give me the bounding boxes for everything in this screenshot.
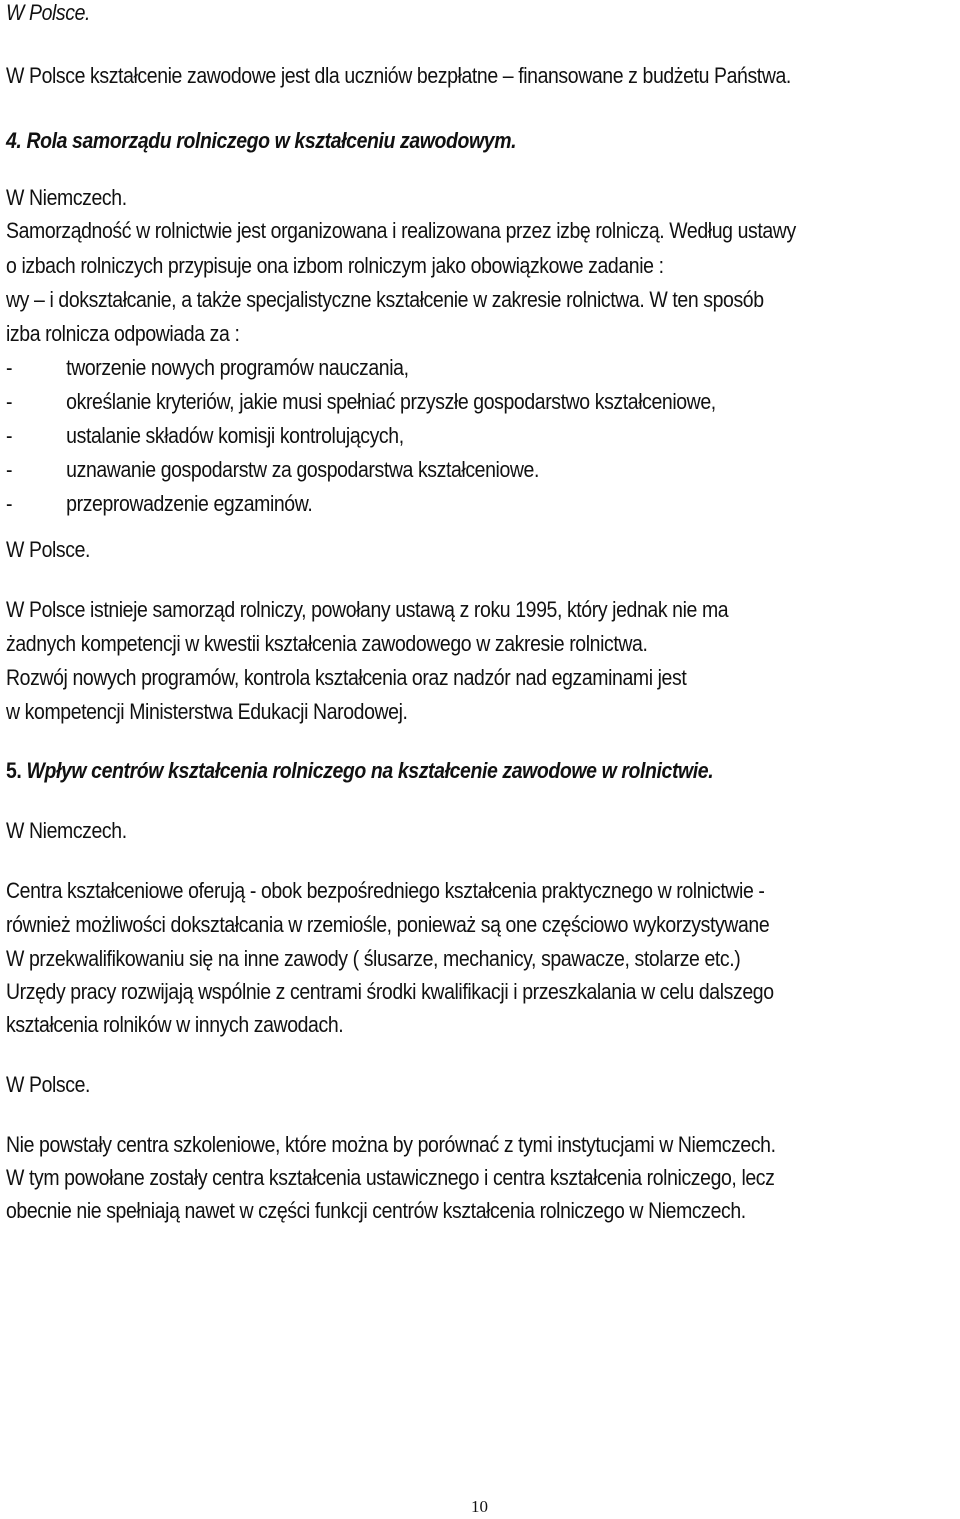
section-label-poland: W Polsce.: [6, 1072, 91, 1097]
paragraph-line: W tym powołane zostały centra kształcenia ustawicznego i centra kształcenia rolniczego, lecz: [6, 1165, 775, 1190]
paragraph-line: żadnych kompetencji w kwestii kształcenia zawodowego w zakresie rolnictwa.: [6, 631, 648, 656]
list-item: [6, 389, 716, 415]
page-number: 10: [471, 1497, 488, 1516]
paragraph-line: W przekwalifikowaniu się na inne zawody ( ślusarze, mechanicy, spawacze, stolarze etc.): [6, 946, 741, 971]
list-item-text: ustalanie składów komisji kontrolujących,: [66, 423, 404, 448]
paragraph-line: również możliwości dokształcania w rzemiośle, ponieważ są one częściowo wykorzystywane: [6, 912, 770, 937]
list-item: [6, 457, 539, 483]
list-item-text: przeprowadzenie egzaminów.: [66, 491, 313, 516]
section-label-poland: W Polsce.: [6, 0, 91, 25]
list-item-text: określanie kryteriów, jakie musi spełniać przyszłe gospodarstwo kształceniowe,: [66, 389, 716, 414]
section-label-germany: W Niemczech.: [6, 818, 127, 843]
paragraph-line: W Polsce kształcenie zawodowe jest dla uczniów bezpłatne – finansowane z budżetu Państwa.: [6, 63, 791, 88]
list-item-text: tworzenie nowych programów nauczania,: [66, 355, 409, 380]
list-item-text: uznawanie gospodarstw za gospodarstwa kształceniowe.: [66, 457, 539, 482]
list-item: [6, 355, 409, 381]
paragraph-line: obecnie nie spełniają nawet w części funkcji centrów kształcenia rolniczego w Niemczech.: [6, 1198, 746, 1223]
list-dash: -: [6, 355, 13, 380]
section-heading-5: [6, 758, 713, 784]
list-dash: -: [6, 457, 13, 482]
section-heading-4: 4. Rola samorządu rolniczego w kształceniu zawodowym.: [6, 128, 517, 153]
list-dash: -: [6, 389, 13, 414]
paragraph-line: Centra kształceniowe oferują - obok bezpośredniego kształcenia praktycznego w rolnictwie -: [6, 878, 765, 903]
paragraph-line: w kompetencji Ministerstwa Edukacji Narodowej.: [6, 699, 408, 724]
paragraph-line: Samorządność w rolnictwie jest organizowana i realizowana przez izbę rolniczą. Według ustawy: [6, 218, 796, 243]
list-dash: -: [6, 423, 13, 448]
list-item: [6, 423, 404, 449]
heading-text: Wpływ centrów kształcenia rolniczego na kształcenie zawodowe w rolnictwie.: [26, 758, 714, 783]
paragraph-line: wy – i dokształcanie, a także specjalistyczne kształcenie w zakresie rolnictwa. W ten sposób: [6, 287, 764, 312]
paragraph-line: W Polsce istnieje samorząd rolniczy, powołany ustawą z roku 1995, który jednak nie ma: [6, 597, 729, 622]
section-label-poland: W Polsce.: [6, 537, 91, 562]
paragraph-line: o izbach rolniczych przypisuje ona izbom rolniczym jako obowiązkowe zadanie :: [6, 253, 664, 278]
paragraph-line: Rozwój nowych programów, kontrola kształcenia oraz nadzór nad egzaminami jest: [6, 665, 687, 690]
paragraph-line: Urzędy pracy rozwijają wspólnie z centrami środki kwalifikacji i przeszkalania w celu dalszego: [6, 979, 774, 1004]
paragraph-line: kształcenia rolników w innych zawodach.: [6, 1012, 344, 1037]
section-label-germany: W Niemczech.: [6, 185, 127, 210]
list-dash: -: [6, 491, 13, 516]
paragraph-line: izba rolnicza odpowiada za :: [6, 321, 240, 346]
heading-number: 5.: [6, 758, 22, 783]
paragraph-line: Nie powstały centra szkoleniowe, które można by porównać z tymi instytucjami w Niemczech.: [6, 1132, 776, 1157]
list-item: [6, 491, 312, 517]
